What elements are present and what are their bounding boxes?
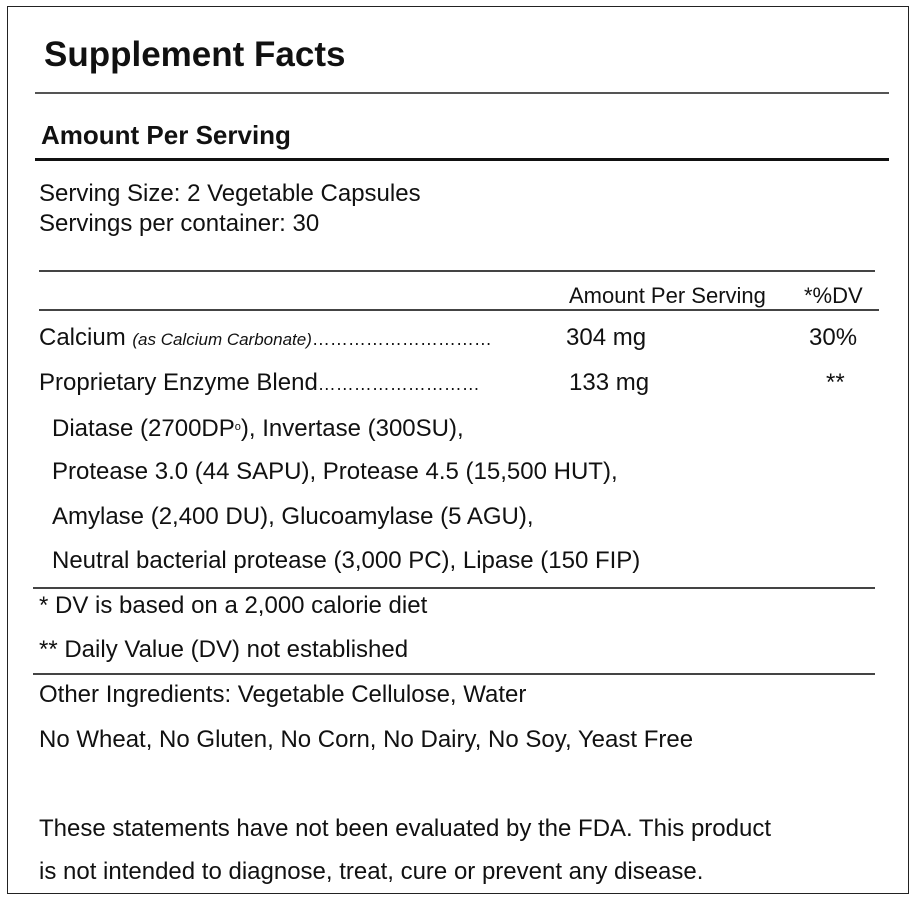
table-top-divider (39, 270, 875, 272)
blend-line-text: ), Invertase (300SU), (240, 415, 464, 442)
fda-disclaimer-line-2: is not intended to diagnose, treat, cure or prevent any disease. (39, 858, 704, 885)
column-header-dv: *%DV (804, 283, 863, 308)
blend-line-2: Protease 3.0 (44 SAPU), Protease 4.5 (15,500 HUT), (52, 458, 618, 485)
free-from-statement: No Wheat, No Gluten, No Corn, No Dairy, No Soy, Yeast Free (39, 726, 694, 753)
calcium-amount: 304 mg (566, 324, 647, 351)
footnote-divider (33, 673, 875, 675)
nutrient-name: Proprietary Enzyme Blend (39, 369, 318, 396)
title-divider (35, 92, 889, 94)
nutrient-name: Calcium (39, 324, 126, 351)
panel-title: Supplement Facts (44, 35, 346, 74)
fda-disclaimer-line-1: These statements have not been evaluated by the FDA. This product (39, 815, 771, 842)
enzyme-blend-dv: ** (826, 369, 845, 396)
column-header-divider (39, 309, 879, 311)
serving-size: Serving Size: 2 Vegetable Capsules (39, 180, 421, 207)
nutrient-row-enzyme-blend (39, 368, 480, 399)
servings-per-container: Servings per container: 30 (39, 210, 320, 237)
footnote-dv: * DV is based on a 2,000 calorie diet (39, 592, 428, 619)
nutrient-source-note: (as Calcium Carbonate) (132, 330, 312, 349)
enzyme-blend-amount: 133 mg (569, 369, 650, 396)
column-header-amount: Amount Per Serving (569, 283, 766, 308)
footnote-not-established: ** Daily Value (DV) not established (39, 636, 409, 663)
leader-dots: ………………………… (311, 329, 492, 349)
nutrient-row-calcium (39, 323, 492, 355)
blend-line-1 (52, 412, 464, 444)
calcium-dv: 30% (809, 324, 858, 351)
leader-dots: ……………………… (317, 374, 480, 394)
blend-line-3: Amylase (2,400 DU), Glucoamylase (5 AGU), (52, 503, 534, 530)
heading-divider (35, 158, 889, 161)
table-bottom-divider (33, 587, 875, 589)
other-ingredients: Other Ingredients: Vegetable Cellulose, Water (39, 681, 527, 708)
amount-per-serving-heading: Amount Per Serving (41, 120, 291, 150)
blend-line-text: Diatase (2700DP (52, 415, 235, 442)
degree-mark: o (234, 421, 241, 433)
blend-line-4: Neutral bacterial protease (3,000 PC), Lipase (150 FIP) (52, 547, 641, 574)
